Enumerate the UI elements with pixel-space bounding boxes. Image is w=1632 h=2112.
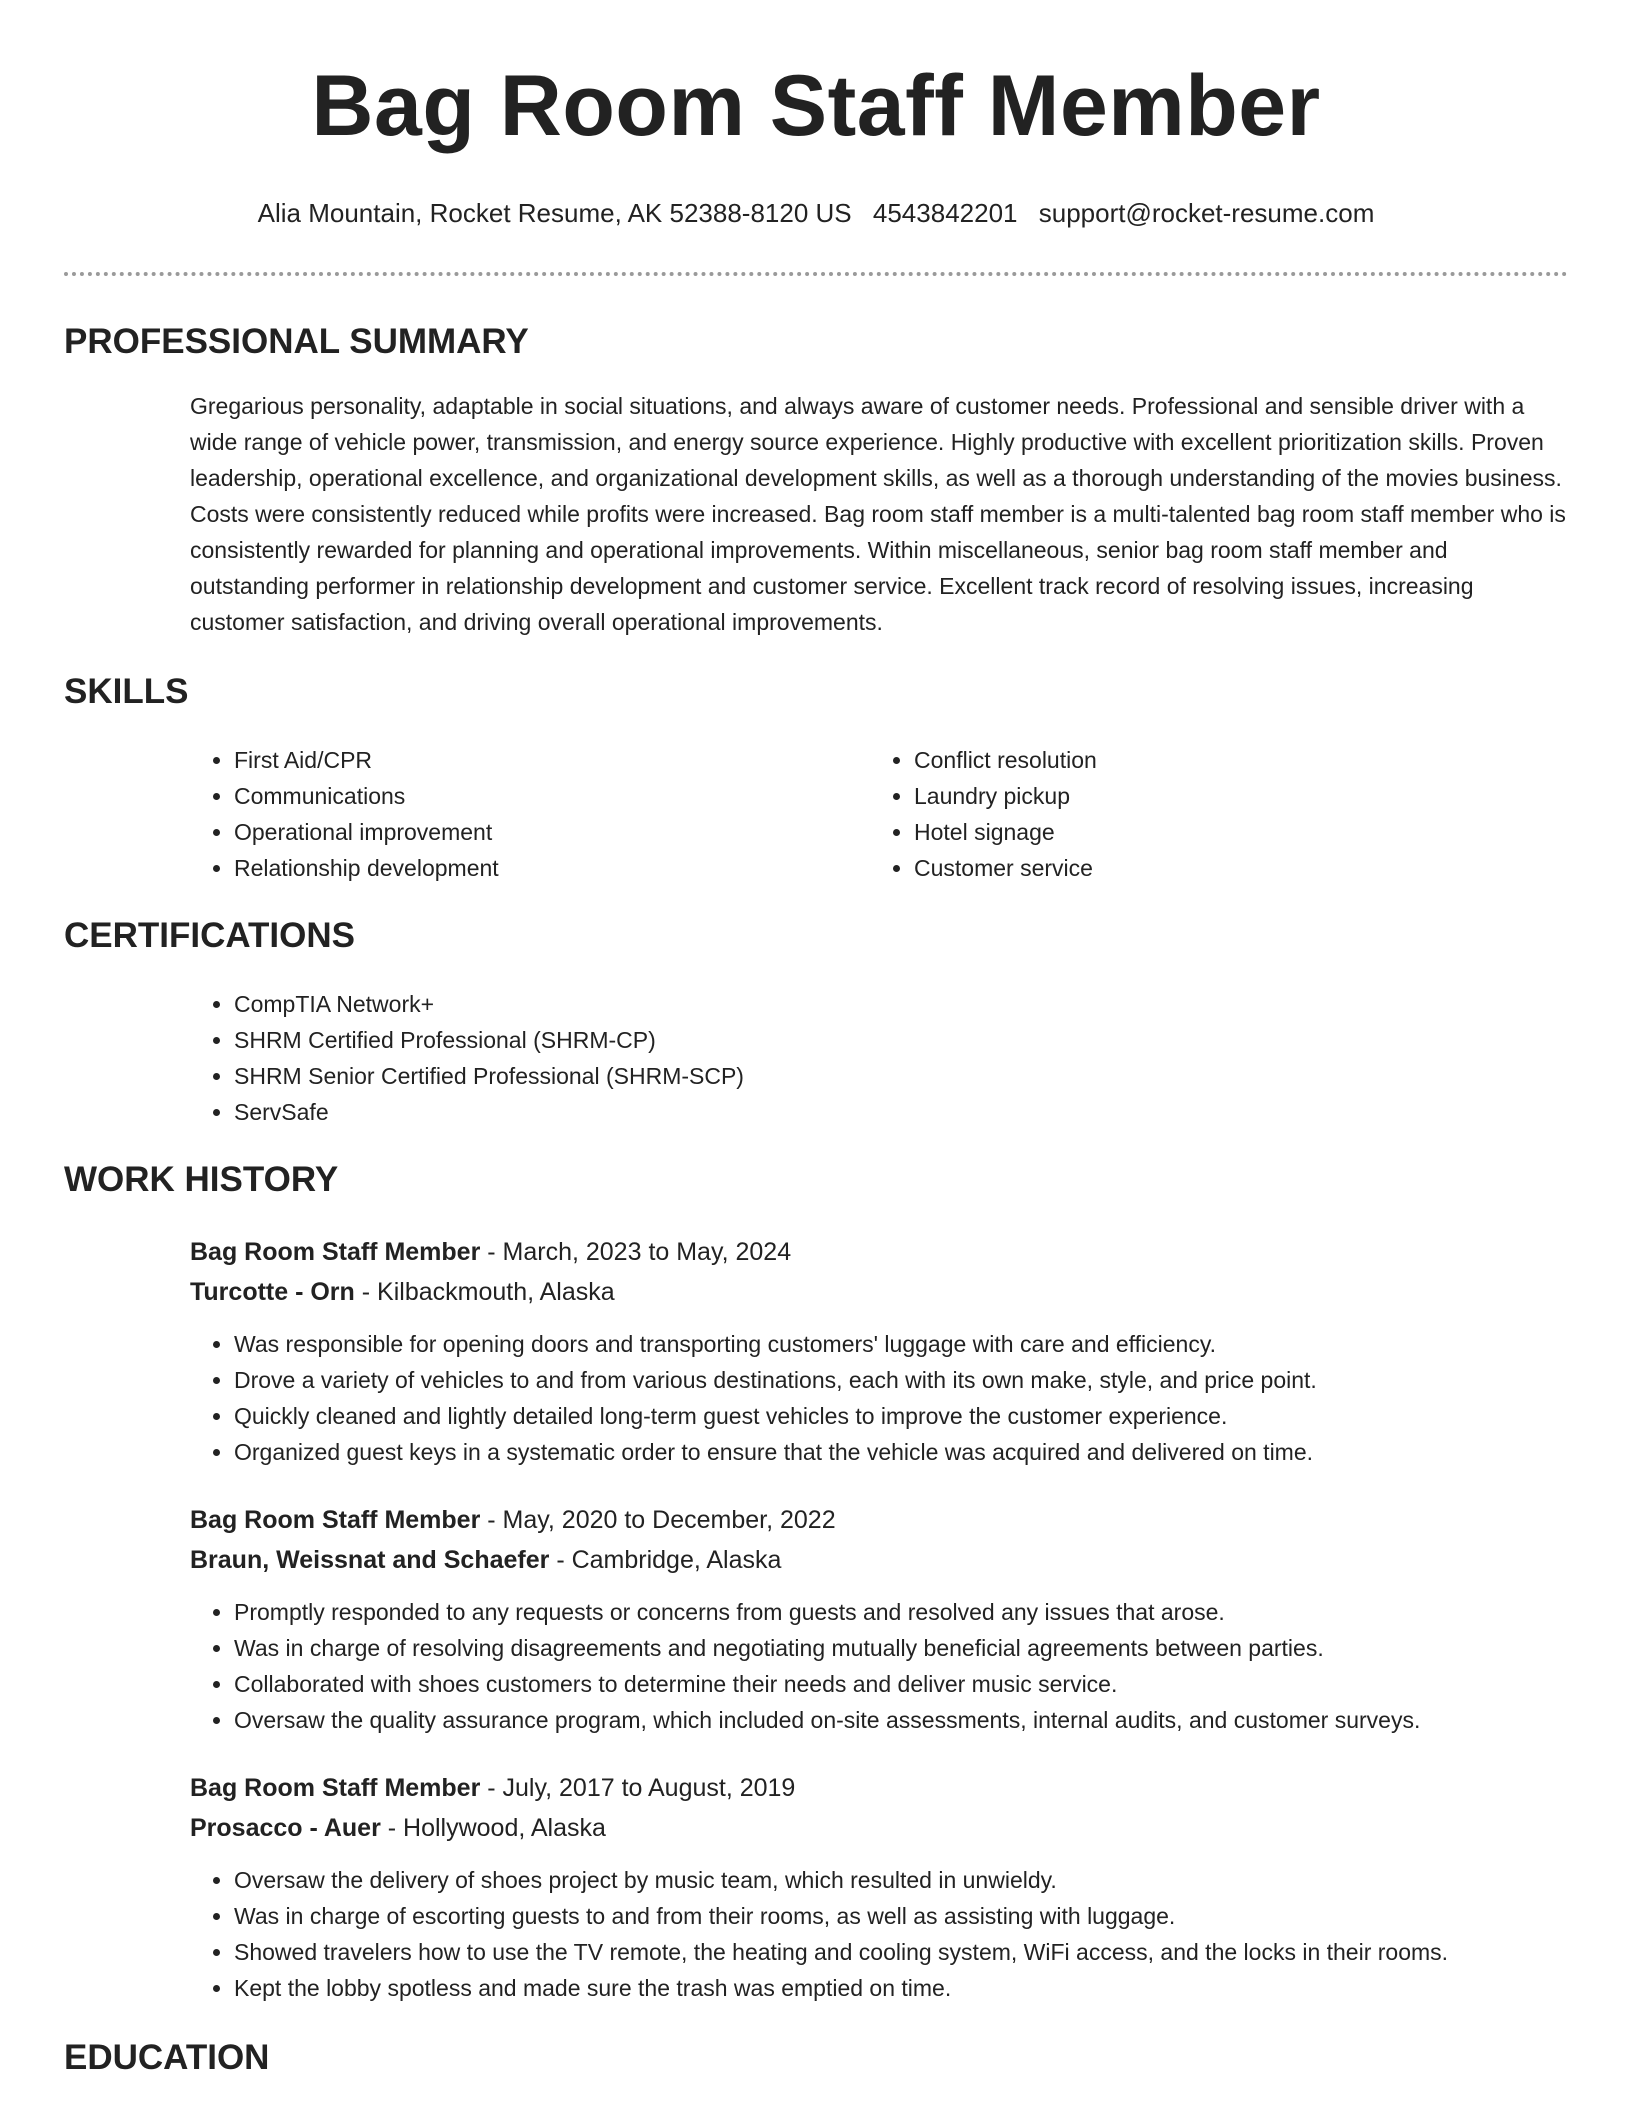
job-location: - Kilbackmouth, Alaska: [354, 1278, 615, 1306]
contact-line: [64, 196, 1568, 230]
job-duties: [190, 1594, 1568, 1738]
duty-item: • Showed travelers how to use the TV remote, the heating and cooling system, WiFi access, and the locks in their rooms.: [234, 1934, 1568, 1970]
job-dates: - May, 2020 to December, 2022: [480, 1506, 836, 1534]
job-role-line: [190, 1500, 1568, 1540]
skill-item: • Hotel signage: [914, 814, 1550, 850]
skills-column-left: [190, 742, 870, 886]
header-divider: [64, 272, 1568, 276]
duty-item: • Was responsible for opening doors and transporting customers' luggage with care and efficiency.: [234, 1326, 1568, 1362]
skills-column-right: [870, 742, 1550, 886]
job-role: Bag Room Staff Member: [190, 1774, 481, 1802]
duty-item: • Drove a variety of vehicles to and from various destinations, each with its own make, style, and price point.: [234, 1362, 1568, 1398]
skill-item: • Customer service: [914, 850, 1550, 886]
skill-item: • Relationship development: [234, 850, 870, 886]
job-entry: [190, 1500, 1568, 1738]
work-history-heading: WORK HISTORY: [64, 1160, 339, 1199]
summary-text: Gregarious personality, adaptable in social situations, and always aware of customer needs. Professional and sensible driver with a wide range of vehicle power, transmission, and energy source experience. Highly productive with excellent prioritization skills. Proven leadership, operational excellence, and organizational development skills, as well as a thorough understanding of the movies business. Costs were consistently reduced while profits were increased. Bag room staff member is a multi-talented bag room staff member who is consistently rewarded for planning and operational improvements. Within miscellaneous, senior bag room staff member and outstanding performer in relationship development and customer service. Excellent track record of resolving issues, increasing customer satisfaction, and driving overall operational improvements.: [190, 393, 1566, 635]
job-company-line: [190, 1272, 1568, 1312]
contact-address: Alia Mountain, Rocket Resume, AK 52388-8120 US: [257, 198, 852, 228]
duty-item: • Was in charge of escorting guests to and from their rooms, as well as assisting with luggage.: [234, 1898, 1568, 1934]
education-heading: EDUCATION: [64, 2038, 270, 2077]
skill-item: • Conflict resolution: [914, 742, 1550, 778]
certifications-heading: CERTIFICATIONS: [64, 916, 356, 955]
certification-item: • SHRM Certified Professional (SHRM-CP): [234, 1022, 1568, 1058]
skill-item: • First Aid/CPR: [234, 742, 870, 778]
job-role-line: [190, 1232, 1568, 1272]
job-role: Bag Room Staff Member: [190, 1506, 481, 1534]
skill-item: • Operational improvement: [234, 814, 870, 850]
resume-page: [64, 0, 1568, 2080]
job-location: - Cambridge, Alaska: [549, 1546, 782, 1574]
job-duties: [190, 1862, 1568, 2006]
skills-heading: SKILLS: [64, 672, 189, 711]
job-company-line: [190, 1808, 1568, 1848]
duty-item: • Oversaw the quality assurance program, which included on-site assessments, internal audits, and customer surveys.: [234, 1702, 1568, 1738]
contact-email[interactable]: support@rocket-resume.com: [1038, 198, 1375, 228]
duty-item: • Was in charge of resolving disagreements and negotiating mutually beneficial agreements between parties.: [234, 1630, 1568, 1666]
job-dates: - March, 2023 to May, 2024: [480, 1238, 792, 1266]
skill-item: • Communications: [234, 778, 870, 814]
job-entry: [190, 1768, 1568, 2006]
duty-item: • Organized guest keys in a systematic order to ensure that the vehicle was acquired and delivered on time.: [234, 1434, 1568, 1470]
job-company: Braun, Weissnat and Schaefer: [190, 1546, 550, 1574]
job-role: Bag Room Staff Member: [190, 1238, 481, 1266]
job-company: Prosacco - Auer: [190, 1814, 381, 1842]
contact-phone: 4543842201: [872, 198, 1018, 228]
certifications-list: [190, 986, 1568, 1130]
job-dates: - July, 2017 to August, 2019: [480, 1774, 796, 1802]
duty-item: • Quickly cleaned and lightly detailed long-term guest vehicles to improve the customer experience.: [234, 1398, 1568, 1434]
certification-item: • ServSafe: [234, 1094, 1568, 1130]
resume-title: Bag Room Staff Member: [311, 58, 1321, 154]
skills-list: [190, 742, 1568, 886]
job-company: Turcotte - Orn: [190, 1278, 355, 1306]
duty-item: • Promptly responded to any requests or concerns from guests and resolved any issues that arose.: [234, 1594, 1568, 1630]
certification-item: • CompTIA Network+: [234, 986, 1568, 1022]
duty-item: • Collaborated with shoes customers to determine their needs and deliver music service.: [234, 1666, 1568, 1702]
summary-heading: PROFESSIONAL SUMMARY: [64, 322, 529, 361]
duty-item: • Oversaw the delivery of shoes project by music team, which resulted in unwieldy.: [234, 1862, 1568, 1898]
job-duties: [190, 1326, 1568, 1470]
job-company-line: [190, 1540, 1568, 1580]
certification-item: • SHRM Senior Certified Professional (SHRM-SCP): [234, 1058, 1568, 1094]
job-entry: [190, 1232, 1568, 1470]
skill-item: • Laundry pickup: [914, 778, 1550, 814]
job-role-line: [190, 1768, 1568, 1808]
job-location: - Hollywood, Alaska: [380, 1814, 606, 1842]
duty-item: • Kept the lobby spotless and made sure the trash was emptied on time.: [234, 1970, 1568, 2006]
